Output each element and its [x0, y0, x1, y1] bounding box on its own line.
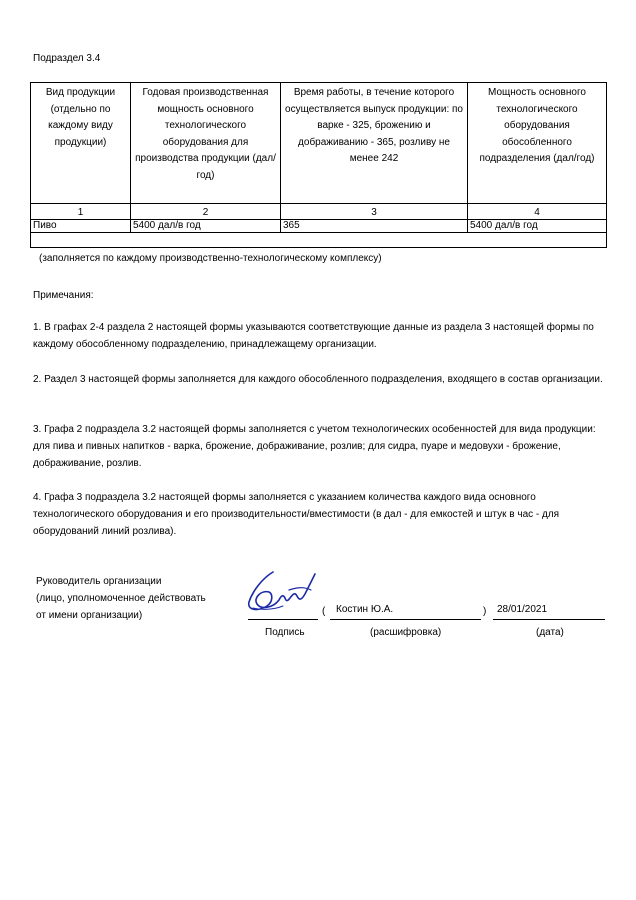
cell-annual-capacity: 5400 дал/в год	[131, 220, 281, 233]
fill-note: (заполняется по каждому производственно-технологическому комплексу)	[39, 253, 382, 264]
paren-open: (	[322, 606, 326, 617]
column-number: 4	[468, 204, 607, 220]
handwritten-signature	[243, 568, 326, 620]
date-line	[493, 619, 605, 620]
signatory-role-line: Руководитель организации	[36, 576, 162, 587]
table-row	[31, 220, 607, 233]
signature-caption: Подпись	[265, 627, 305, 638]
table-empty-row	[31, 233, 607, 248]
header-subdivision-capacity: Мощность основного технологического оборудования обособленного подразделения (дал/год)	[468, 83, 607, 204]
table-header-row	[31, 83, 607, 204]
capacity-table	[30, 82, 607, 248]
header-annual-capacity: Годовая производственная мощность основного технологического оборудования для производства продукции (дал/год)	[131, 83, 281, 204]
column-number: 3	[281, 204, 468, 220]
signature-line	[248, 619, 318, 620]
signatory-role-line: (лицо, уполномоченное действовать	[36, 593, 206, 604]
signatory-name: Костин Ю.А.	[336, 604, 394, 615]
signatory-role-line: от имени организации)	[36, 610, 143, 621]
name-caption: (расшифровка)	[370, 627, 442, 638]
signatory-role	[36, 573, 206, 624]
signature-date: 28/01/2021	[497, 604, 548, 615]
header-product-type: Вид продукции (отдельно по каждому виду продукции)	[31, 83, 131, 204]
cell-working-time: 365	[281, 220, 468, 233]
table-column-numbers-row	[31, 204, 607, 220]
empty-cell	[31, 233, 607, 248]
subsection-title: Подраздел 3.4	[33, 53, 101, 64]
note-paragraph: 2. Раздел 3 настоящей формы заполняется для каждого обособленного подразделения, входящего в состав организации.	[33, 374, 603, 385]
note-paragraph: 3. Графа 2 подраздела 3.2 настоящей формы заполняется с учетом технологических особенностей для вида продукции: для пива и пивных напитков - варка, брожение, дображивание, розлив; для сидра, пуаре и медовухи - брожение, дображивание, розлив.	[33, 424, 596, 469]
column-number: 2	[131, 204, 281, 220]
name-line	[330, 619, 481, 620]
cell-product-type: Пиво	[31, 220, 131, 233]
header-working-time: Время работы, в течение которого осуществляется выпуск продукции: по варке - 325, брожению и дображиванию - 365, розливу не менее 242	[281, 83, 468, 204]
paren-close: )	[483, 606, 487, 617]
cell-subdivision-capacity: 5400 дал/в год	[468, 220, 607, 233]
note-paragraph: 4. Графа 3 подраздела 3.2 настоящей формы заполняется с указанием количества каждого вида основного технологического оборудования и его производительности/вместимости (в дал - для емкостей и штук в час - для оборудований линий розлива).	[33, 492, 560, 537]
notes-title: Примечания:	[33, 290, 94, 301]
column-number: 1	[31, 204, 131, 220]
date-caption: (дата)	[536, 627, 564, 638]
note-paragraph: 1. В графах 2-4 раздела 2 настоящей формы указываются соответствующие данные из раздела 3 настоящей формы по каждому обособленному подразделению, принадлежащему организации.	[33, 322, 594, 350]
